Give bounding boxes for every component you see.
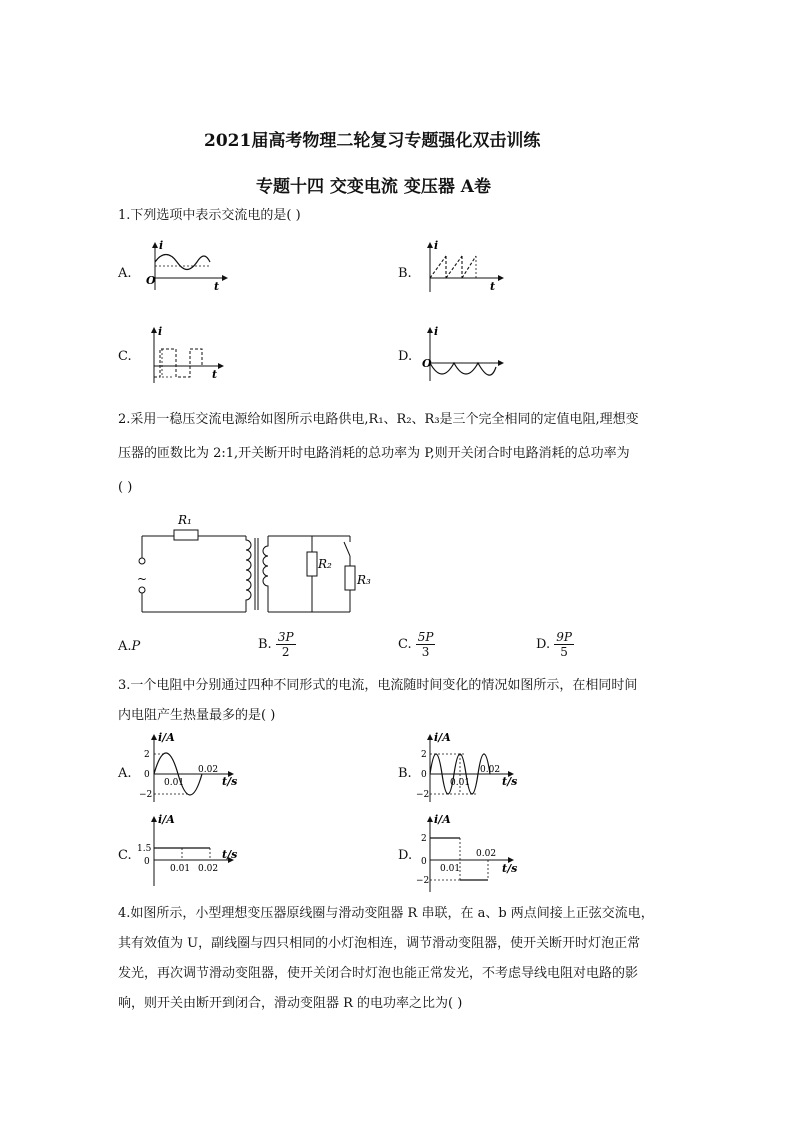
q3-option-c-label: C. <box>118 848 132 863</box>
q3-graph-c <box>136 814 241 886</box>
tick-0.02: 0.02 <box>198 864 219 874</box>
tick-0.01: 0.01 <box>164 778 185 788</box>
q2-option-b-numerator: 3P <box>277 630 294 644</box>
ac-source-symbol: ~ <box>137 572 148 586</box>
question-3-line-1: 3.一个电阻中分别通过四种不同形式的电流，电流随时间变化的情况如图所示，在相同时间 <box>118 678 638 693</box>
label-r2: R₂ <box>318 557 332 571</box>
q2-option-c-denominator: 3 <box>421 645 430 659</box>
axis-i-label: i <box>434 325 439 338</box>
question-4-line-4: 响，则开关由断开到闭合，滑动变阻器 R 的电功率之比为( ) <box>118 996 463 1011</box>
q2-option-b <box>258 630 296 659</box>
question-4-line-3: 发光，再次调节滑动变阻器，使开关闭合时灯泡也能正常发光，不考虑导线电阻对电路的影 <box>118 966 639 981</box>
q1-graph-a <box>140 240 230 295</box>
y-axis-label: i/A <box>158 732 175 744</box>
q3-graph-b <box>416 732 521 804</box>
tick-2: 2 <box>421 834 427 844</box>
origin-label: O <box>146 274 156 287</box>
q1-graph-d <box>418 325 508 385</box>
axis-t-label: t <box>490 280 496 293</box>
question-2-line-3: ( ) <box>118 480 133 495</box>
q2-option-d <box>536 630 574 659</box>
q3-graph-a <box>136 732 241 804</box>
tick-0.01: 0.01 <box>440 864 461 874</box>
q3-graph-d <box>416 814 521 894</box>
axis-t-label: t <box>214 280 220 293</box>
tick-neg2: −2 <box>416 876 430 886</box>
q1-option-b-label: B. <box>398 266 412 281</box>
question-2-line-1: 2.采用一稳压交流电源给如图所示电路供电,R₁、R₂、R₃是三个完全相同的定值电阻,理想变 <box>118 412 639 427</box>
resistor-r3 <box>345 566 355 590</box>
axis-i-label: i <box>434 240 439 252</box>
label-r3: R₃ <box>357 573 371 587</box>
axis-i-label: i <box>158 325 163 338</box>
axis-t-label: t <box>212 368 218 381</box>
tick-0.01: 0.01 <box>170 864 191 874</box>
x-axis-label: t/s <box>222 775 238 788</box>
question-3-line-2: 内电阻产生热量最多的是( ) <box>118 708 276 723</box>
q2-option-a-value: P <box>131 639 141 654</box>
tick-neg2: −2 <box>416 790 430 800</box>
q2-option-a-label: A. <box>118 639 132 654</box>
q1-option-a-label: A. <box>118 266 132 281</box>
q2-option-c-numerator: 5P <box>417 630 434 644</box>
tick-0.01: 0.01 <box>450 778 471 788</box>
origin-label: O <box>422 357 432 370</box>
tick-2: 2 <box>421 750 427 760</box>
q2-option-b-label: B. <box>258 637 272 652</box>
q1-option-d-label: D. <box>398 349 413 364</box>
tick-0.02: 0.02 <box>480 765 501 775</box>
question-4-line-2: 其有效值为 U，副线圈与四只相同的小灯泡相连，调节滑动变阻器，使开关断开时灯泡正常 <box>118 936 641 951</box>
q2-option-a <box>118 639 140 654</box>
tick-0.02: 0.02 <box>476 849 497 859</box>
primary-coil <box>246 536 251 612</box>
tick-0: 0 <box>421 857 427 867</box>
y-axis-label: i/A <box>158 814 175 826</box>
tick-0: 0 <box>421 770 427 780</box>
tick-1.5: 1.5 <box>137 844 152 854</box>
q1-graph-b <box>418 240 508 295</box>
q2-option-c-label: C. <box>398 637 412 652</box>
q1-graph-c <box>140 325 230 385</box>
q2-option-b-denominator: 2 <box>281 645 290 659</box>
x-axis-label: t/s <box>222 848 238 861</box>
resistor-r2 <box>307 552 317 576</box>
tick-0: 0 <box>144 857 150 867</box>
question-2-line-2: 压器的匝数比为 2:1,开关断开时电路消耗的总功率为 P,则开关闭合时电路消耗的总功率为 <box>118 446 630 461</box>
q3-option-a-label: A. <box>118 766 132 781</box>
q3-option-d-label: D. <box>398 848 413 863</box>
tick-0: 0 <box>144 770 150 780</box>
axis-i-label: i <box>159 240 164 252</box>
q2-option-c <box>398 630 435 659</box>
q1-option-c-label: C. <box>118 349 132 364</box>
source-terminal-a <box>139 558 145 564</box>
q3-option-b-label: B. <box>398 766 412 781</box>
q2-option-d-label: D. <box>536 637 551 652</box>
secondary-coil <box>263 536 268 612</box>
y-axis-label: i/A <box>434 814 451 826</box>
switch <box>344 542 350 556</box>
tick-0.02: 0.02 <box>198 765 219 775</box>
q2-option-d-numerator: 9P <box>556 630 572 644</box>
x-axis-label: t/s <box>502 862 518 875</box>
source-terminal-b <box>139 587 145 593</box>
q2-option-d-denominator: 5 <box>560 645 568 659</box>
resistor-r1 <box>174 530 198 540</box>
x-axis-label: t/s <box>502 775 518 788</box>
question-4-line-1: 4.如图所示，小型理想变压器原线圈与滑动变阻器 R 串联，在 a、b 两点间接上正弦交流电， <box>118 906 654 921</box>
page-title: 2021届高考物理二轮复习专题强化双击训练 <box>204 131 541 151</box>
label-r1: R₁ <box>178 513 192 527</box>
q2-circuit-diagram <box>128 508 378 620</box>
y-axis-label: i/A <box>434 732 451 744</box>
page-subtitle: 专题十四 交变电流 变压器 A卷 <box>256 177 491 197</box>
question-1-text: 1.下列选项中表示交流电的是( ) <box>118 208 301 223</box>
tick-neg2: −2 <box>139 790 153 800</box>
tick-2: 2 <box>144 750 150 760</box>
